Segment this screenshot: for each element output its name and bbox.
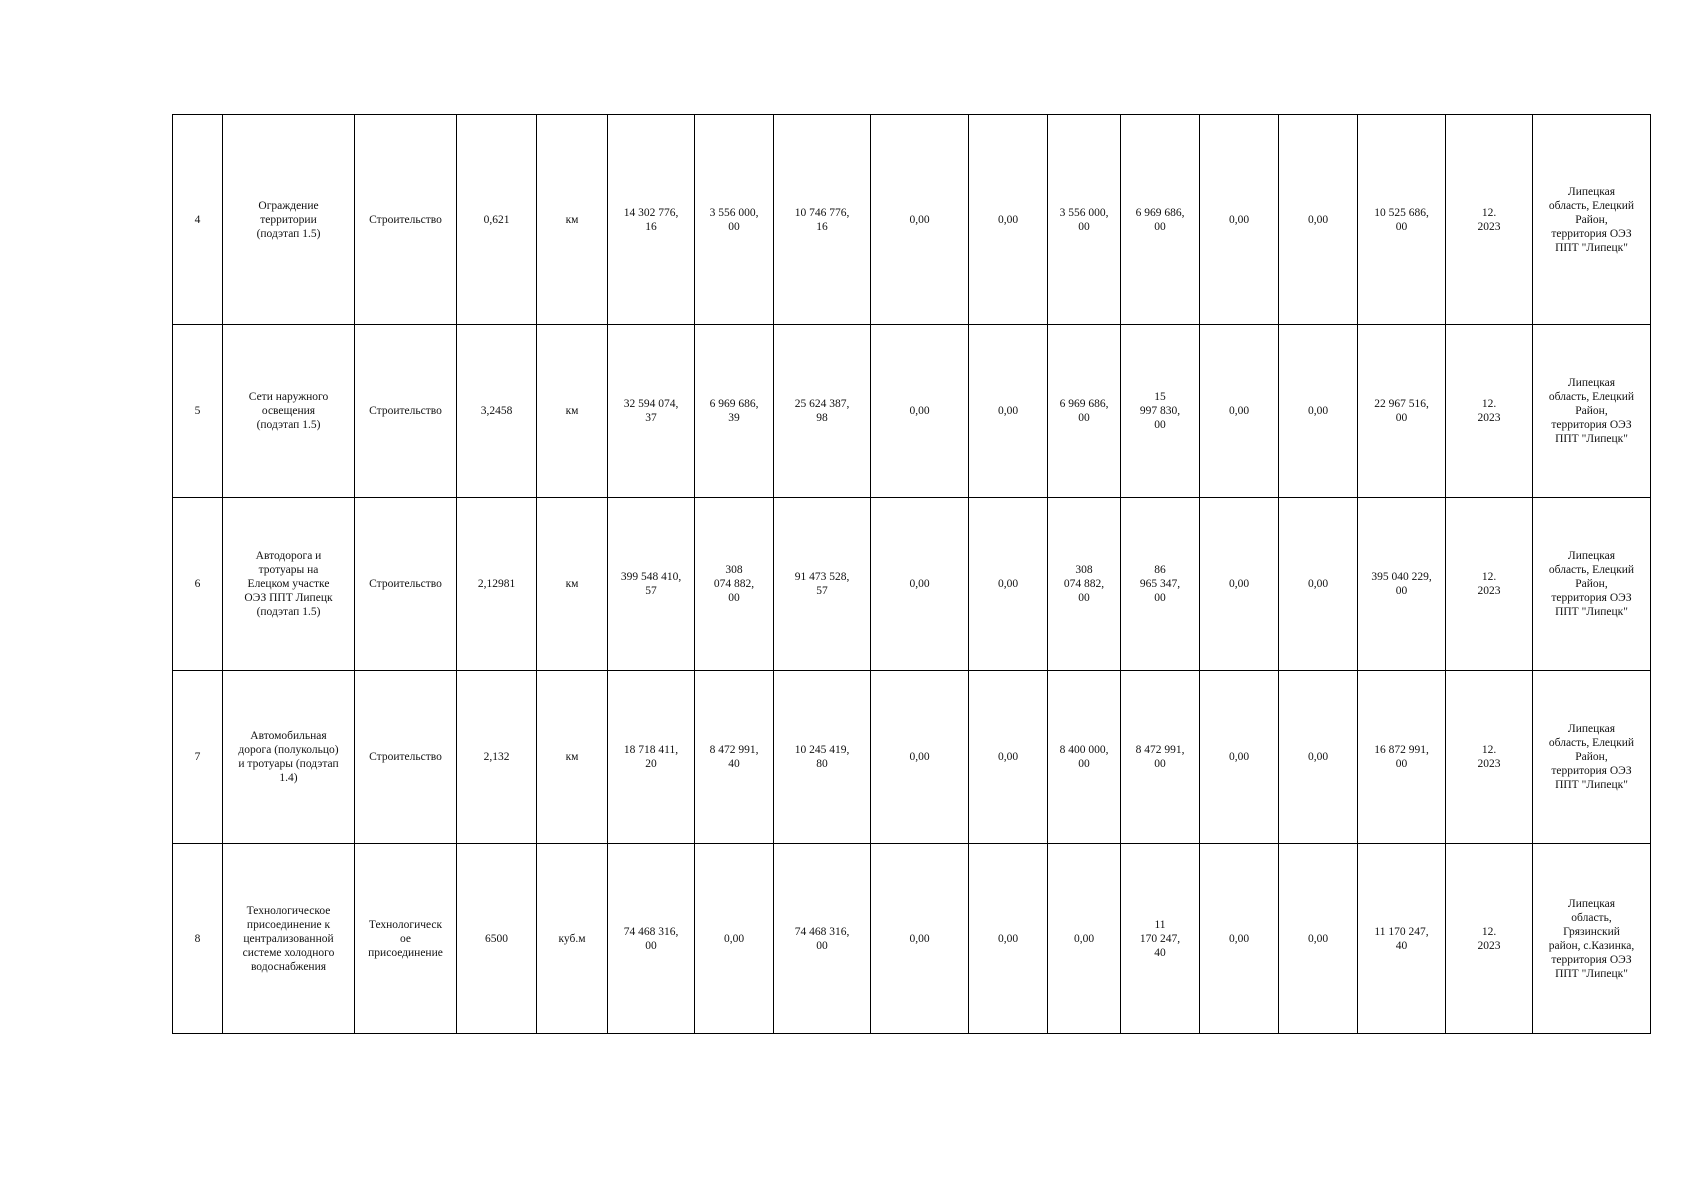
row-number: 8 <box>173 844 223 1034</box>
amount-cell: 6 969 686, 39 <box>695 325 774 498</box>
amount-cell: 308 074 882, 00 <box>695 498 774 671</box>
amount-cell: 0,00 <box>969 498 1048 671</box>
amount-cell: 0,00 <box>871 325 969 498</box>
unit: км <box>537 325 608 498</box>
total-cost: 18 718 411, 20 <box>608 671 695 844</box>
amount-cell: 0,00 <box>1200 115 1279 325</box>
row-number: 7 <box>173 671 223 844</box>
unit: км <box>537 671 608 844</box>
table-row <box>173 671 1651 844</box>
amount-cell: 0,00 <box>1200 498 1279 671</box>
location: Липецкая область, Елецкий Район, территория ОЭЗ ППТ "Липецк" <box>1533 671 1651 844</box>
amount-cell: 0,00 <box>1200 844 1279 1034</box>
completion-date: 12. 2023 <box>1446 671 1533 844</box>
amount-cell: 0,00 <box>871 115 969 325</box>
amount-cell: 0,00 <box>1048 844 1121 1034</box>
completion-date: 12. 2023 <box>1446 844 1533 1034</box>
table-row <box>173 325 1651 498</box>
amount-cell: 0,00 <box>1200 325 1279 498</box>
location: Липецкая область, Грязинский район, с.Казинка, территория ОЭЗ ППТ "Липецк" <box>1533 844 1651 1034</box>
unit: км <box>537 498 608 671</box>
capacity: 3,2458 <box>457 325 537 498</box>
work-type: Строительство <box>355 671 457 844</box>
table-row <box>173 115 1651 325</box>
work-type: Строительство <box>355 325 457 498</box>
amount-cell: 3 556 000, 00 <box>695 115 774 325</box>
work-type: Строительство <box>355 115 457 325</box>
amount-cell: 86 965 347, 00 <box>1121 498 1200 671</box>
amount-cell: 308 074 882, 00 <box>1048 498 1121 671</box>
amount-cell: 0,00 <box>969 844 1048 1034</box>
amount-cell: 11 170 247, 40 <box>1358 844 1446 1034</box>
amount-cell: 8 472 991, 40 <box>695 671 774 844</box>
row-number: 6 <box>173 498 223 671</box>
total-cost: 32 594 074, 37 <box>608 325 695 498</box>
amount-cell: 6 969 686, 00 <box>1121 115 1200 325</box>
amount-cell: 91 473 528, 57 <box>774 498 871 671</box>
amount-cell: 10 525 686, 00 <box>1358 115 1446 325</box>
amount-cell: 6 969 686, 00 <box>1048 325 1121 498</box>
amount-cell: 22 967 516, 00 <box>1358 325 1446 498</box>
total-cost: 14 302 776, 16 <box>608 115 695 325</box>
amount-cell: 395 040 229, 00 <box>1358 498 1446 671</box>
amount-cell: 0,00 <box>969 671 1048 844</box>
object-name: Автомобильная дорога (полукольцо) и тротуары (подэтап 1.4) <box>223 671 355 844</box>
amount-cell: 8 472 991, 00 <box>1121 671 1200 844</box>
unit: км <box>537 115 608 325</box>
amount-cell: 74 468 316, 00 <box>774 844 871 1034</box>
table-row <box>173 844 1651 1034</box>
unit: куб.м <box>537 844 608 1034</box>
object-name: Сети наружного освещения (подэтап 1.5) <box>223 325 355 498</box>
amount-cell: 0,00 <box>1279 498 1358 671</box>
amount-cell: 0,00 <box>871 671 969 844</box>
total-cost: 74 468 316, 00 <box>608 844 695 1034</box>
completion-date: 12. 2023 <box>1446 498 1533 671</box>
amount-cell: 0,00 <box>969 325 1048 498</box>
row-number: 4 <box>173 115 223 325</box>
table-row <box>173 498 1651 671</box>
object-name: Ограждение территории (подэтап 1.5) <box>223 115 355 325</box>
amount-cell: 10 245 419, 80 <box>774 671 871 844</box>
amount-cell: 0,00 <box>1279 671 1358 844</box>
work-type: Строительство <box>355 498 457 671</box>
location: Липецкая область, Елецкий Район, территория ОЭЗ ППТ "Липецк" <box>1533 498 1651 671</box>
amount-cell: 0,00 <box>1200 671 1279 844</box>
total-cost: 399 548 410, 57 <box>608 498 695 671</box>
amount-cell: 16 872 991, 00 <box>1358 671 1446 844</box>
amount-cell: 0,00 <box>969 115 1048 325</box>
amount-cell: 15 997 830, 00 <box>1121 325 1200 498</box>
amount-cell: 0,00 <box>1279 844 1358 1034</box>
amount-cell: 11 170 247, 40 <box>1121 844 1200 1034</box>
completion-date: 12. 2023 <box>1446 115 1533 325</box>
amount-cell: 3 556 000, 00 <box>1048 115 1121 325</box>
amount-cell: 25 624 387, 98 <box>774 325 871 498</box>
row-number: 5 <box>173 325 223 498</box>
location: Липецкая область, Елецкий Район, территория ОЭЗ ППТ "Липецк" <box>1533 115 1651 325</box>
capacity: 2,12981 <box>457 498 537 671</box>
amount-cell: 10 746 776, 16 <box>774 115 871 325</box>
amount-cell: 0,00 <box>695 844 774 1034</box>
amount-cell: 8 400 000, 00 <box>1048 671 1121 844</box>
amount-cell: 0,00 <box>1279 325 1358 498</box>
completion-date: 12. 2023 <box>1446 325 1533 498</box>
capacity: 6500 <box>457 844 537 1034</box>
amount-cell: 0,00 <box>871 498 969 671</box>
capacity: 0,621 <box>457 115 537 325</box>
amount-cell: 0,00 <box>1279 115 1358 325</box>
amount-cell: 0,00 <box>871 844 969 1034</box>
capacity: 2,132 <box>457 671 537 844</box>
object-name: Автодорога и тротуары на Елецком участке ОЭЗ ППТ Липецк (подэтап 1.5) <box>223 498 355 671</box>
location: Липецкая область, Елецкий Район, территория ОЭЗ ППТ "Липецк" <box>1533 325 1651 498</box>
object-name: Технологическое присоединение к централизованной системе холодного водоснабжения <box>223 844 355 1034</box>
investment-table <box>172 114 1651 1034</box>
work-type: Технологическ ое присоединение <box>355 844 457 1034</box>
